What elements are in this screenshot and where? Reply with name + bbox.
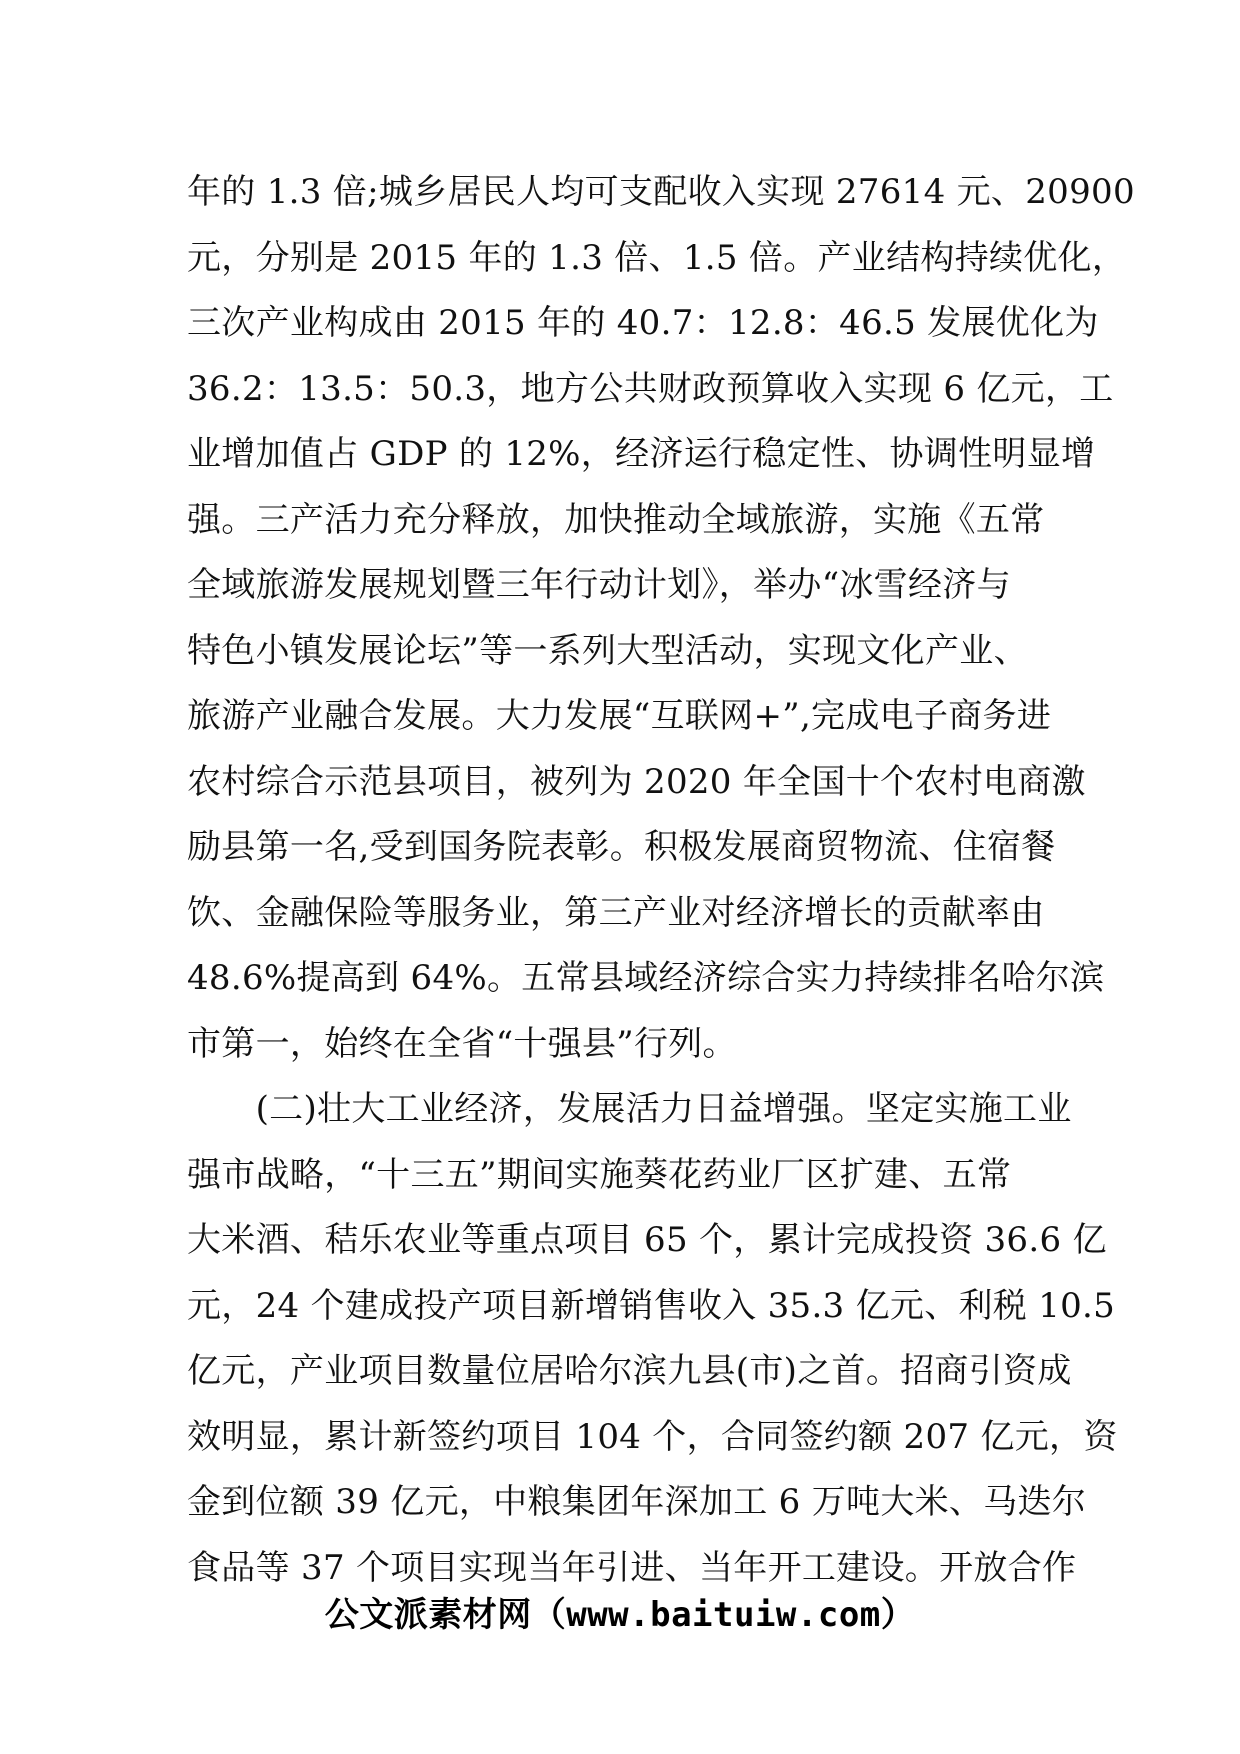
text-line: 饮、金融保险等服务业，第三产业对经济增长的贡献率由 [187, 892, 1045, 933]
text-line: 大米酒、秸乐农业等重点项目 65 个，累计完成投资 36.6 亿 [187, 1220, 1107, 1260]
text-line: 食品等 37 个项目实现当年引进、当年开工建设。开放合作 [187, 1547, 1077, 1588]
text-line: 励县第一名,受到国务院表彰。积极发展商贸物流、住宿餐 [187, 827, 1056, 867]
body-text [187, 160, 1135, 1601]
text-line: 旅游产业融合发展。大力发展“互联网+”,完成电子商务进 [187, 696, 1052, 736]
text-line: 金到位额 39 亿元，中粮集团年深加工 6 万吨大米、马迭尔 [187, 1482, 1087, 1522]
text-line: 强。三产活力充分释放，加快推动全域旅游，实施《五常 [187, 499, 1045, 540]
text-line: 效明显，累计新签约项目 104 个，合同签约额 207 亿元，资 [187, 1416, 1118, 1457]
text-line: 全域旅游发展规划暨三年行动计划》，举办“冰雪经济与 [187, 565, 1011, 605]
text-line: 36.2：13.5：50.3，地方公共财政预算收入实现 6 亿元，工 [187, 368, 1114, 409]
text-line: 业增加值占 GDP 的 12%，经济运行稳定性、协调性明显增 [187, 434, 1096, 474]
text-line: 元，24 个建成投产项目新增销售收入 35.3 亿元、利税 10.5 [187, 1285, 1116, 1326]
text-line: 三次产业构成由 2015 年的 40.7：12.8：46.5 发展优化为 [187, 303, 1099, 343]
footer-open-paren: （ [531, 1595, 567, 1635]
text-line: 特色小镇发展论坛”等一系列大型活动，实现文化产业、 [187, 630, 1028, 671]
text-line: 亿元，产业项目数量位居哈尔滨九县(市)之首。招商引资成 [187, 1351, 1072, 1391]
text-line: 元，分别是 2015 年的 1.3 倍、1.5 倍。产业结构持续优化， [187, 237, 1127, 278]
text-line: 48.6%提高到 64%。五常县域经济综合实力持续排名哈尔滨 [187, 958, 1105, 998]
footer-watermark [0, 1592, 1240, 1638]
text-line: 农村综合示范县项目，被列为 2020 年全国十个农村电商激 [187, 761, 1086, 802]
text-line: 强市战略，“十三五”期间实施葵花药业厂区扩建、五常 [187, 1154, 1012, 1195]
text-line: 年的 1.3 倍;城乡居民人均可支配收入实现 27614 元、20900 [187, 172, 1135, 212]
footer-close-paren: ） [880, 1595, 916, 1635]
text-line: (二)壮大工业经济，发展活力日益增强。坚定实施工业 [187, 1089, 1072, 1129]
footer-site-name: 公文派素材网 [324, 1595, 532, 1635]
footer-url: www.baituiw.com [566, 1595, 881, 1635]
text-line: 市第一，始终在全省“十强县”行列。 [187, 1023, 737, 1064]
